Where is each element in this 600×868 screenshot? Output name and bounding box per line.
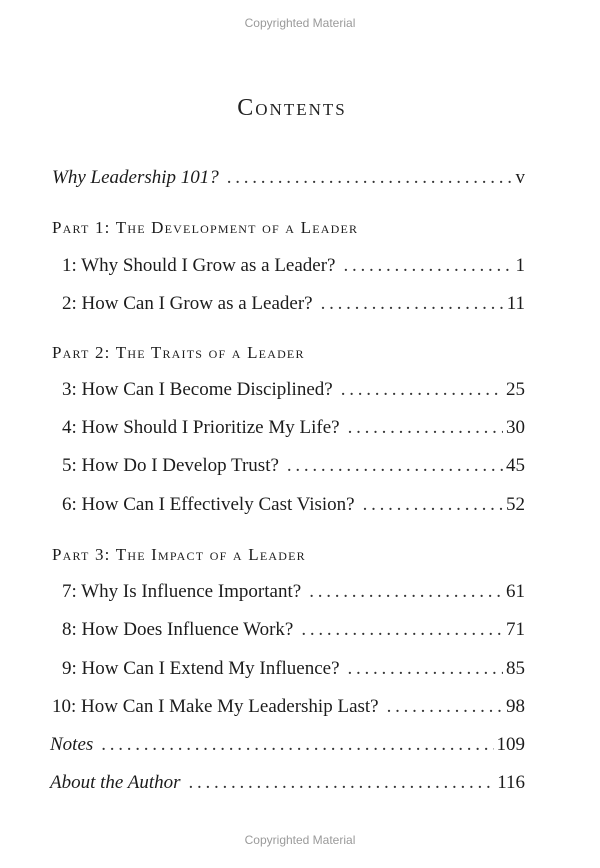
toc-page-number: 116 bbox=[497, 772, 525, 793]
toc-entry-chapter-10[interactable] bbox=[52, 696, 525, 722]
toc-page-number: 85 bbox=[506, 658, 525, 679]
toc-entry-intro[interactable] bbox=[52, 167, 525, 193]
toc-entry-chapter-6[interactable] bbox=[62, 494, 525, 520]
toc-entry-text: About the Author bbox=[50, 772, 181, 793]
toc-entry-text: 7: Why Is Influence Important? bbox=[62, 581, 302, 602]
toc-entry-chapter-2[interactable] bbox=[62, 293, 525, 319]
leader-dots bbox=[341, 379, 503, 401]
leader-dots bbox=[344, 255, 513, 277]
toc-page-number: 98 bbox=[506, 696, 525, 717]
toc-entry-chapter-3[interactable] bbox=[62, 379, 525, 405]
toc-entry-text: 2: How Can I Grow as a Leader? bbox=[62, 293, 313, 314]
leader-dots bbox=[363, 494, 503, 516]
leader-dots bbox=[348, 658, 503, 680]
leader-dots bbox=[287, 455, 503, 477]
toc-page-number: 25 bbox=[506, 379, 525, 400]
toc-entry-chapter-7[interactable] bbox=[62, 581, 525, 607]
toc-entry-text: 9: How Can I Extend My Influence? bbox=[62, 658, 340, 679]
toc-entry-text: 5: How Do I Develop Trust? bbox=[62, 455, 279, 476]
page-title: Contents bbox=[237, 95, 347, 121]
toc-entry-chapter-4[interactable] bbox=[62, 417, 525, 443]
part-heading-3: Part 3: The Impact of a Leader bbox=[52, 545, 306, 564]
toc-entry-text: 10: How Can I Make My Leadership Last? bbox=[52, 696, 379, 717]
toc-entry-text: Notes bbox=[50, 734, 94, 755]
toc-entry-chapter-8[interactable] bbox=[62, 619, 525, 645]
toc-page-number: 71 bbox=[506, 619, 525, 640]
toc-page-number: 52 bbox=[506, 494, 525, 515]
toc-entry-text: Why Leadership 101? bbox=[52, 167, 219, 188]
toc-page-number: 30 bbox=[506, 417, 525, 438]
leader-dots bbox=[227, 167, 513, 189]
toc-entry-chapter-9[interactable] bbox=[62, 658, 525, 684]
toc-page-number: 45 bbox=[506, 455, 525, 476]
toc-page-number: v bbox=[515, 167, 525, 188]
toc-page-number: 1 bbox=[515, 255, 525, 276]
toc-page-number: 61 bbox=[506, 581, 525, 602]
watermark-bottom: Copyrighted Material bbox=[244, 833, 356, 847]
toc-entry-chapter-1[interactable] bbox=[62, 255, 525, 281]
part-heading-1: Part 1: The Development of a Leader bbox=[52, 218, 359, 237]
toc-entry-text: 6: How Can I Effectively Cast Vision? bbox=[62, 494, 355, 515]
leader-dots bbox=[321, 293, 504, 315]
toc-page-number: 11 bbox=[506, 293, 525, 314]
toc-entry-text: 1: Why Should I Grow as a Leader? bbox=[62, 255, 336, 276]
toc-entry-about-author[interactable] bbox=[50, 772, 525, 798]
leader-dots bbox=[348, 417, 503, 439]
toc-entry-text: 3: How Can I Become Disciplined? bbox=[62, 379, 333, 400]
toc-entry-chapter-5[interactable] bbox=[62, 455, 525, 481]
toc-page-number: 109 bbox=[496, 734, 525, 755]
leader-dots bbox=[101, 734, 493, 756]
part-heading-2: Part 2: The Traits of a Leader bbox=[52, 343, 305, 362]
toc-entry-notes[interactable] bbox=[50, 734, 525, 760]
toc-entry-text: 4: How Should I Prioritize My Life? bbox=[62, 417, 340, 438]
leader-dots bbox=[189, 772, 495, 794]
toc-entry-text: 8: How Does Influence Work? bbox=[62, 619, 294, 640]
watermark-top: Copyrighted Material bbox=[244, 16, 356, 30]
leader-dots bbox=[309, 581, 503, 603]
leader-dots bbox=[301, 619, 503, 641]
leader-dots bbox=[387, 696, 503, 718]
